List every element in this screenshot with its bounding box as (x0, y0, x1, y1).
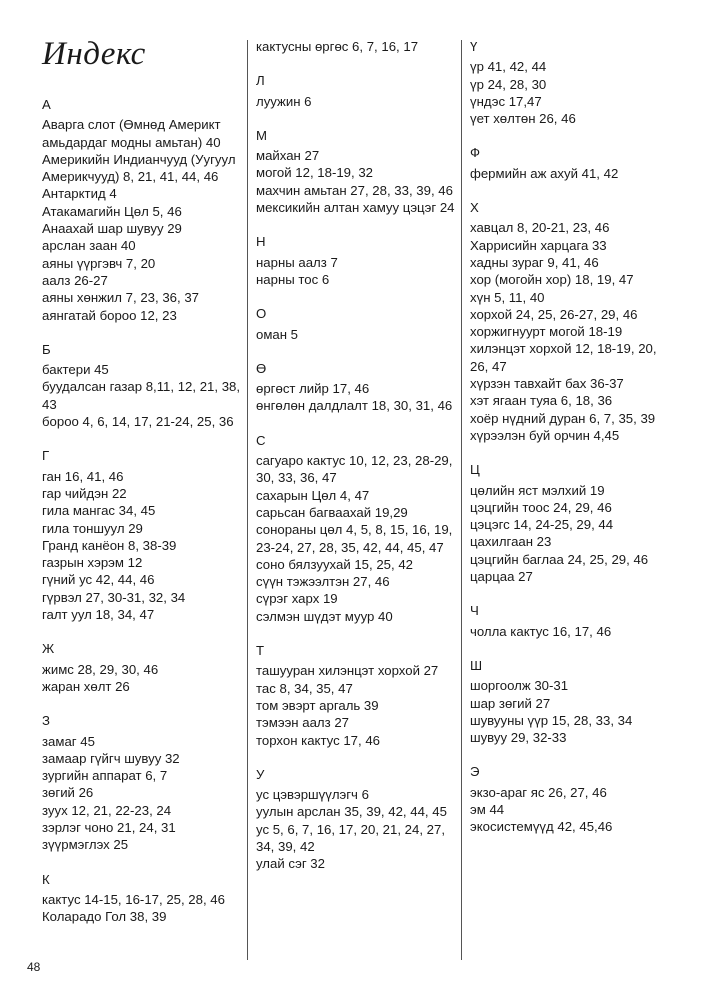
index-section (470, 199, 670, 444)
index-section (42, 447, 242, 623)
index-entry: цэцэгс 14, 24-25, 29, 44 (470, 517, 614, 533)
section-letter: Ф (470, 145, 481, 161)
index-section (42, 341, 242, 430)
index-entry: Гранд канёон 8, 38-39 (42, 537, 177, 553)
index-entry: цахилгаан 23 (470, 534, 552, 550)
section-letter: Ө (256, 360, 267, 376)
index-section (42, 712, 242, 853)
column-divider (247, 40, 248, 960)
section-letter: Ш (470, 657, 483, 673)
index-entry: гүрвэл 27, 30-31, 32, 34 (42, 589, 186, 605)
index-entry: кактусны өргөс 6, 7, 16, 17 (256, 39, 419, 54)
index-section (256, 360, 456, 415)
index-entry: мексикийн алтан хамуу цэцэг 24 (256, 200, 455, 216)
index-entry: өргөст лийр 17, 46 (256, 381, 370, 397)
index-entry: оман 5 (256, 326, 299, 342)
index-entry: шар зөгий 27 (470, 695, 551, 711)
index-section (42, 871, 242, 926)
index-entry: махчин амьтан 27, 28, 33, 39, 46 (256, 182, 453, 198)
index-entry: сонораны цөл 4, 5, 8, 15, 16, 19, 23-24, 27, 28, 35, 42, 44, 45, 47 (256, 522, 453, 555)
index-entry: хүрзэн тавхайт бах 36-37 (470, 376, 624, 392)
index-entry: соно бялзуухай 15, 25, 42 (256, 556, 414, 572)
index-entry: сүрэг харх 19 (256, 591, 338, 607)
index-entry: сэлмэн шүдэт муур 40 (256, 608, 393, 624)
index-entry: хор (могойн хор) 18, 19, 47 (470, 272, 634, 288)
index-entry: үр 24, 28, 30 (470, 76, 547, 92)
index-entry: зуух 12, 21, 22-23, 24 (42, 802, 172, 818)
section-letter: С (256, 432, 266, 448)
section-letter: З (42, 713, 50, 729)
index-entry: сүүн тэжээлтэн 27, 46 (256, 574, 390, 590)
index-entry: хэт ягаан туяа 6, 18, 36 (470, 393, 613, 409)
section-letter: Н (256, 234, 266, 250)
index-entry: Коларадо Гол 38, 39 (42, 909, 167, 925)
index-section (42, 640, 242, 695)
index-entry: гила мангас 34, 45 (42, 503, 156, 519)
index-entry: шувууны үүр 15, 28, 33, 34 (470, 712, 633, 728)
section-letter: Г (42, 448, 50, 464)
index-entry: торхон кактус 17, 46 (256, 732, 381, 748)
section-letter: К (42, 871, 50, 887)
index-entry: зүүрмэглэх 25 (42, 837, 129, 853)
index-entry: экзо-араг яс 26, 27, 46 (470, 784, 607, 800)
index-entry: хадны зураг 9, 41, 46 (470, 254, 599, 270)
index-column-3 (470, 38, 670, 853)
index-entry: ташууран хилэнцэт хорхой 27 (256, 663, 439, 679)
index-entry: зургийн аппарат 6, 7 (42, 768, 168, 784)
index-section (256, 766, 456, 873)
index-section (256, 642, 456, 749)
index-entry: жаран хөлт 26 (42, 678, 130, 694)
index-entry: нарны тос 6 (256, 271, 330, 287)
index-entry: цэцгийн баглаа 24, 25, 29, 46 (470, 551, 649, 567)
index-section (42, 96, 242, 324)
section-letter: Ц (470, 462, 480, 478)
section-letter: Ж (42, 641, 55, 657)
index-entry: Америкийн Индианчууд (Уугуул Америкчууд) 8, 21, 41, 44, 46 (42, 151, 236, 185)
index-section (470, 657, 670, 746)
index-section (256, 233, 456, 288)
index-entry: хоржигнуурт могой 18-19 (470, 324, 623, 340)
index-section (470, 763, 670, 835)
section-letter: Ч (470, 603, 479, 619)
index-entry: улай сэг 32 (256, 856, 325, 872)
index-entry: хүрээлэн буй орчин 4,45 (470, 427, 620, 443)
index-entry: гила тоншуул 29 (42, 520, 143, 536)
section-letter: О (256, 306, 267, 322)
index-section (470, 602, 670, 640)
index-section (256, 72, 456, 110)
index-entry: луужин 6 (256, 93, 312, 109)
index-entry: зэрлэг чоно 21, 24, 31 (42, 819, 176, 835)
index-entry: могой 12, 18-19, 32 (256, 165, 374, 181)
index-entry: хавцал 8, 20-21, 23, 46 (470, 220, 610, 236)
page-title: Индекс (42, 36, 146, 72)
index-entry: сарьсан багваахай 19,29 (256, 504, 408, 520)
index-entry: бактери 45 (42, 362, 109, 378)
section-letter: Х (470, 200, 479, 216)
index-entry: кактус 14-15, 16-17, 25, 28, 46 (42, 891, 225, 907)
index-entry: ус цэвэршүүлэгч 6 (256, 787, 369, 803)
section-letter: Б (42, 341, 51, 357)
index-entry: үет хөлтөн 26, 46 (470, 111, 576, 127)
index-entry: тас 8, 34, 35, 47 (256, 680, 353, 696)
index-entry: тэмээн аалз 27 (256, 715, 349, 731)
section-letter: Э (470, 764, 480, 780)
index-section (256, 38, 456, 55)
section-letter: Т (256, 643, 265, 659)
index-column-2 (256, 38, 456, 890)
index-entry: буудалсан газар 8,11, 12, 21, 38, 43 (42, 379, 241, 412)
index-entry: Атакамагийн Цөл 5, 46 (42, 203, 182, 219)
index-entry: шоргоолж 30-31 (470, 678, 569, 694)
index-entry: шувуу 29, 32-33 (470, 730, 567, 746)
index-entry: Анаахай шар шувуу 29 (42, 221, 182, 237)
index-entry: хүн 5, 11, 40 (470, 289, 545, 305)
index-section (256, 127, 456, 216)
index-column-1 (42, 96, 242, 942)
index-entry: нарны аалз 7 (256, 254, 338, 270)
page-number: 48 (27, 960, 41, 974)
index-entry: үр 41, 42, 44 (470, 59, 547, 75)
index-entry: хилэнцэт хорхой 12, 18-19, 20, 26, 47 (470, 341, 657, 374)
index-section (470, 144, 670, 182)
section-letter: А (42, 97, 51, 112)
index-entry: аалз 26-27 (42, 272, 108, 288)
index-section (470, 461, 670, 585)
section-letter: Ү (470, 39, 478, 54)
index-entry: Антарктид 4 (42, 186, 117, 202)
index-entry: газрын хэрэм 12 (42, 555, 143, 571)
index-entry: царцаа 27 (470, 569, 533, 585)
index-entry: замаар гүйгч шувуу 32 (42, 750, 180, 766)
index-entry: ган 16, 41, 46 (42, 468, 124, 484)
index-entry: майхан 27 (256, 148, 320, 164)
index-entry: замаг 45 (42, 733, 95, 749)
index-entry: том эвэрт аргаль 39 (256, 697, 379, 713)
index-entry: чолла кактус 16, 17, 46 (470, 623, 612, 639)
index-entry: сагуаро кактус 10, 12, 23, 28-29, 30, 33, 36, 47 (256, 453, 453, 486)
index-entry: хорхой 24, 25, 26-27, 29, 46 (470, 306, 638, 322)
section-letter: У (256, 766, 265, 782)
index-entry: аяны үүргэвч 7, 20 (42, 255, 156, 271)
section-letter: Л (256, 73, 265, 89)
index-entry: Аварга слот (Өмнөд Америкт амьдардаг модны амьтан) 40 (42, 117, 221, 150)
index-entry: хоёр нүдний дуран 6, 7, 35, 39 (470, 410, 656, 426)
index-entry: эм 44 (470, 801, 505, 817)
index-entry: экосистемүүд 42, 45,46 (470, 819, 613, 835)
index-entry: Харрисийн харцага 33 (470, 237, 607, 253)
index-entry: фермийн аж ахуй 41, 42 (470, 165, 619, 181)
index-entry: гар чийдэн 22 (42, 485, 127, 501)
index-section (470, 38, 670, 127)
index-entry: бороо 4, 6, 14, 17, 21-24, 25, 36 (42, 414, 234, 430)
index-entry: гүний ус 42, 44, 46 (42, 572, 155, 588)
column-divider (461, 40, 462, 960)
index-section (256, 432, 456, 625)
index-entry: галт уул 18, 34, 47 (42, 607, 155, 623)
section-letter: М (256, 127, 267, 143)
index-entry: арслан заан 40 (42, 238, 136, 254)
index-entry: сахарын Цөл 4, 47 (256, 487, 370, 503)
index-entry: жимс 28, 29, 30, 46 (42, 661, 159, 677)
index-entry: уулын арслан 35, 39, 42, 44, 45 (256, 804, 447, 820)
index-entry: аянгатай бороо 12, 23 (42, 307, 177, 323)
index-entry: үндэс 17,47 (470, 93, 542, 109)
index-entry: өнгөлөн далдлалт 18, 30, 31, 46 (256, 398, 453, 414)
index-entry: ус 5, 6, 7, 16, 17, 20, 21, 24, 27, 34, 39, 42 (256, 821, 446, 854)
index-entry: цөлийн яст мэлхий 19 (470, 482, 605, 498)
index-section (256, 305, 456, 343)
index-entry: цэцгийн тоос 24, 29, 46 (470, 499, 612, 515)
index-entry: аяны хөнжил 7, 23, 36, 37 (42, 290, 199, 306)
index-entry: зөгий 26 (42, 785, 94, 801)
